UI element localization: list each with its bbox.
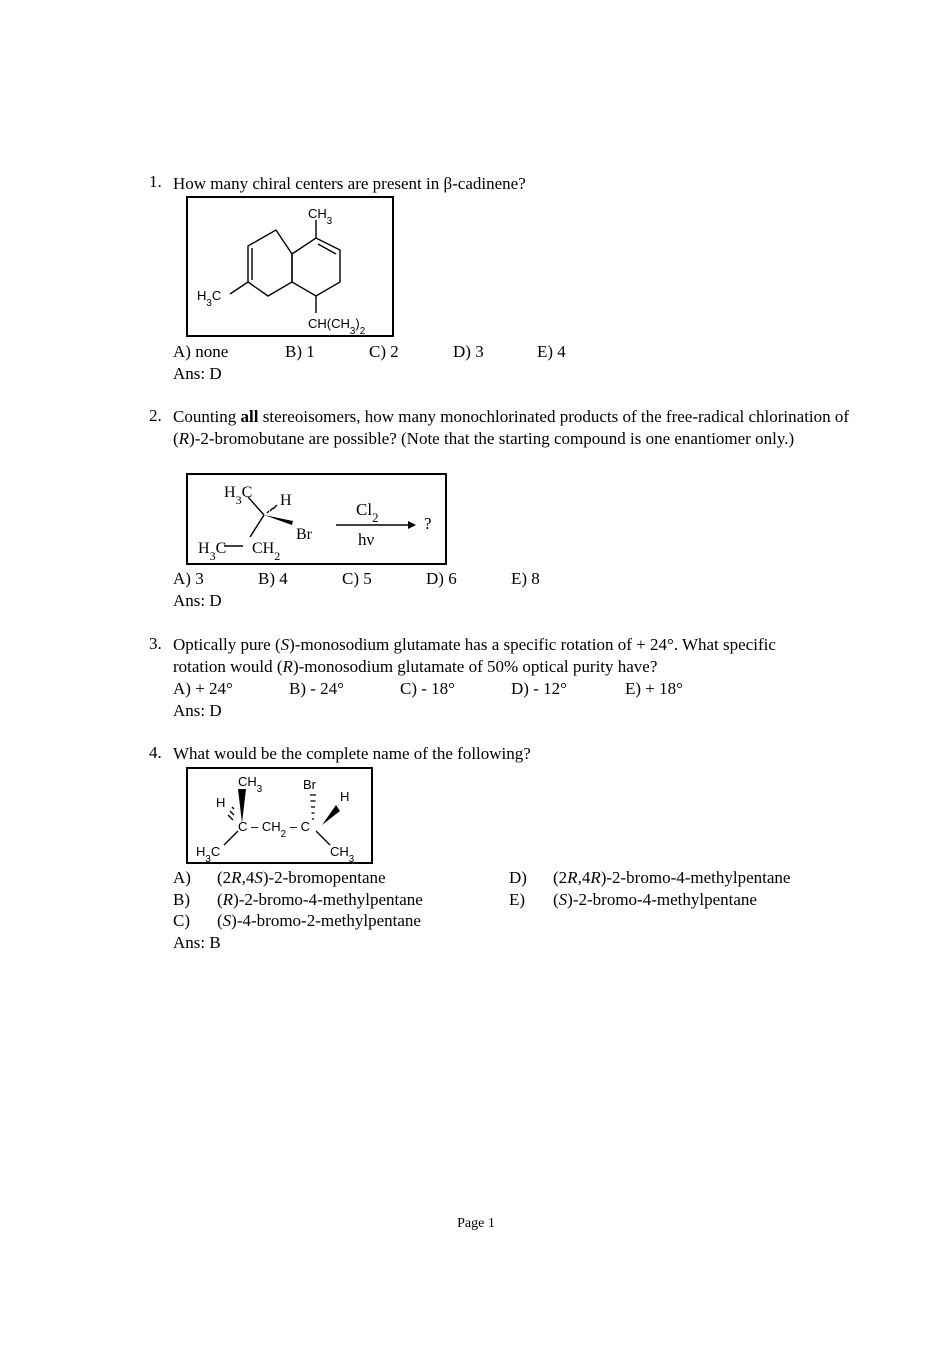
question-stem: Counting all stereoisomers, how many monochlorinated products of the free-radical chlorination of (R)-2-bromobutane are possible? (Note that the starting compound is one enantiomer only.) <box>173 407 850 448</box>
question-number: 4. <box>149 743 162 762</box>
reagent-cl2: $Cl_2$ <box>356 500 379 525</box>
product-unknown: ? <box>424 514 432 533</box>
page-footer: Page 1 <box>457 1216 495 1231</box>
cadinene-structure <box>188 198 392 335</box>
option-d: D) 3 <box>453 342 484 361</box>
label-ch3: $CH_3$ <box>308 206 333 227</box>
label-h3c-top: $H_3C$ <box>224 484 253 507</box>
answer-key: Ans: D <box>173 364 222 383</box>
option-c: C) 2 <box>369 342 399 361</box>
label-h-right: H <box>340 789 350 804</box>
option-e: E) (S)-2-bromo-4-methylpentane <box>509 890 757 909</box>
option-c: C) 5 <box>342 569 372 588</box>
structure-box-bromopentane <box>186 767 373 864</box>
question-number: 2. <box>149 406 162 425</box>
name-options <box>173 867 873 933</box>
option-a: A) + 24° <box>173 679 233 698</box>
option-c: C) (S)-4-bromo-2-methylpentane <box>173 911 421 930</box>
structure-box-bromobutane <box>186 473 447 565</box>
label-ch3-top: $CH_3$ <box>238 774 263 795</box>
option-d: D) - 12° <box>511 679 567 698</box>
option-e: E) 4 <box>537 342 566 361</box>
label-br: Br <box>296 526 312 543</box>
option-b: B) 1 <box>285 342 315 361</box>
label-h3c: $H_3C$ <box>197 288 222 309</box>
option-e: E) 8 <box>511 569 540 588</box>
option-b: B) - 24° <box>289 679 344 698</box>
option-d: D) 6 <box>426 569 457 588</box>
answer-options <box>173 568 540 590</box>
question-number: 1. <box>149 172 162 191</box>
question-stem: What would be the complete name of the following? <box>173 744 531 763</box>
chlorination-scheme <box>188 475 445 563</box>
label-h3c: $H_3C$ <box>196 844 221 862</box>
reagent-hv: hν <box>358 530 375 549</box>
label-ch3-bottom: $CH_3$ <box>330 844 355 862</box>
option-d: D) (2R,4R)-2-bromo-4-methylpentane <box>509 868 791 887</box>
answer-key: Ans: D <box>173 591 222 610</box>
label-br: Br <box>303 777 316 792</box>
option-a: A) (2R,4S)-2-bromopentane <box>173 868 386 887</box>
bromomethylpentane-structure <box>188 769 371 862</box>
label-h-left: H <box>216 795 226 810</box>
question-stem: Optically pure (S)-monosodium glutamate has a specific rotation of + 24°. What specific rotation would (R)-monosodium glutamate of 50% optical purity have? <box>173 635 776 676</box>
label-h: H <box>280 492 292 509</box>
option-a: A) none <box>173 342 229 361</box>
answer-key: Ans: B <box>173 933 221 952</box>
question-number: 3. <box>149 634 162 653</box>
question-stem: How many chiral centers are present in β-cadinene? <box>173 174 526 193</box>
option-a: A) 3 <box>173 569 204 588</box>
label-main-chain: C – $CH_2$ – C <box>238 819 310 840</box>
answer-options <box>173 678 683 700</box>
answer-options <box>173 341 566 363</box>
label-isopropyl: $CH(CH_3)_2$ <box>308 316 366 335</box>
option-e: E) + 18° <box>625 679 683 698</box>
structure-box-cadinene <box>186 196 394 337</box>
option-b: B) 4 <box>258 569 288 588</box>
label-h3c-bottom: $H_3C$ <box>198 540 227 563</box>
option-c: C) - 18° <box>400 679 455 698</box>
option-b: B) (R)-2-bromo-4-methylpentane <box>173 890 423 909</box>
label-ch2: $CH_2$ <box>252 540 281 563</box>
answer-key: Ans: D <box>173 701 222 720</box>
